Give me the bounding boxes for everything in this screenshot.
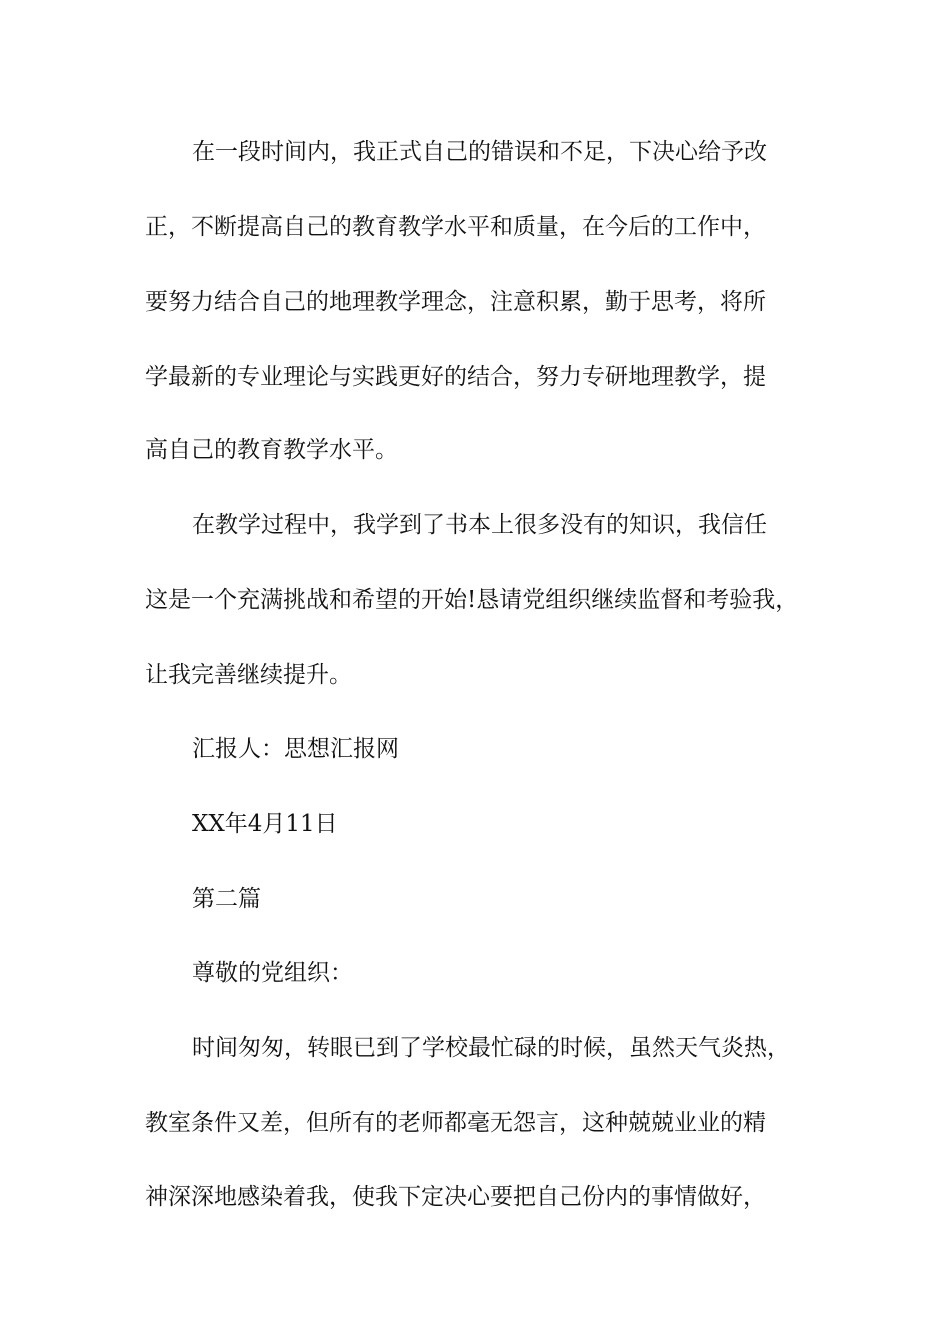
reporter-line: 汇报人：思想汇报网 (192, 736, 399, 762)
salutation: 尊敬的党组织： (192, 960, 353, 986)
paragraph-2-line-3: 让我完善继续提升。 (145, 662, 352, 688)
date-line: XX年4月11日 (192, 811, 338, 837)
paragraph-1-line-4: 学最新的专业理论与实践更好的结合，努力专研地理教学，提 (145, 364, 766, 390)
paragraph-3-line-3: 神深深地感染着我，使我下定决心要把自己份内的事情做好， (145, 1184, 766, 1210)
section-title: 第二篇 (192, 886, 261, 912)
paragraph-3-line-1: 时间匆匆，转眼已到了学校最忙碌的时候，虽然天气炎热， (192, 1035, 790, 1061)
paragraph-1-line-5: 高自己的教育教学水平。 (145, 437, 398, 463)
paragraph-1-line-1: 在一段时间内，我正式自己的错误和不足，下决心给予改 (192, 139, 767, 165)
paragraph-1-line-3: 要努力结合自己的地理教学理念，注意积累，勤于思考，将所 (145, 289, 766, 315)
paragraph-1-line-2: 正，不断提高自己的教育教学水平和质量，在今后的工作中， (145, 214, 766, 240)
paragraph-2-line-1: 在教学过程中，我学到了书本上很多没有的知识，我信任 (192, 512, 767, 538)
paragraph-2-line-2: 这是一个充满挑战和希望的开始!恳请党组织继续监督和考验我， (145, 587, 799, 613)
paragraph-3-line-2: 教室条件又差，但所有的老师都毫无怨言，这种兢兢业业的精 (145, 1110, 766, 1136)
